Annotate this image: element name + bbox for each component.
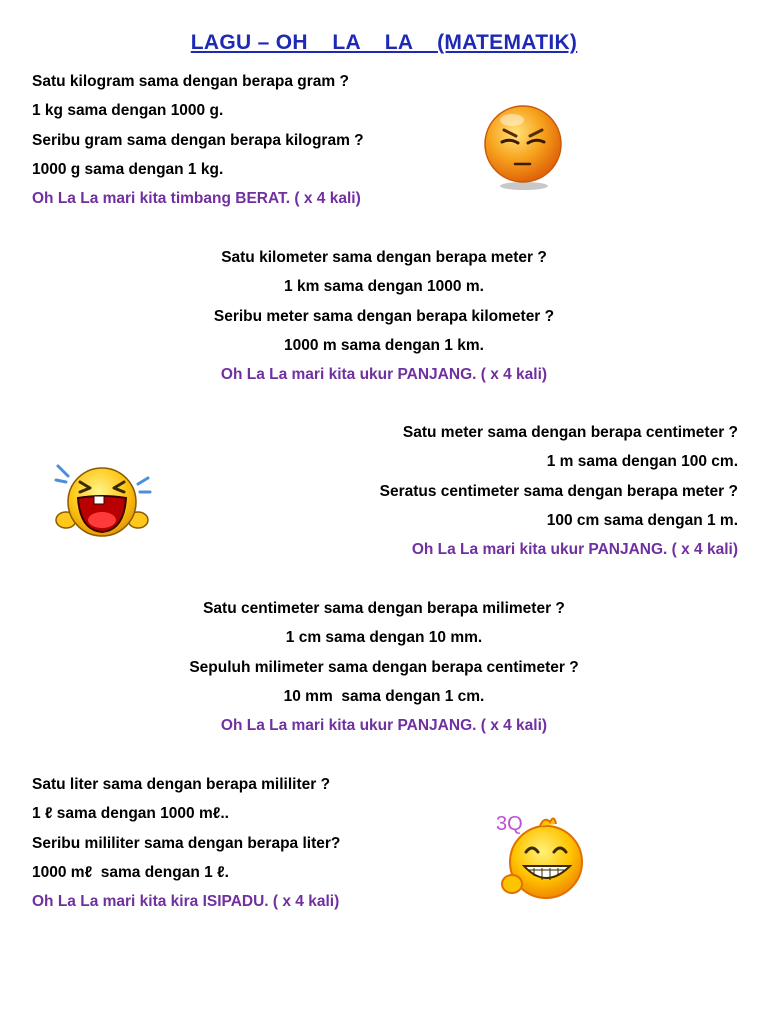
verse-line: 10 mm sama dengan 1 cm. xyxy=(283,687,485,705)
verse-chorus: Oh La La mari kita kira ISIPADU. ( x 4 kali) xyxy=(32,893,340,911)
verse-line: 1 km sama dengan 1000 m. xyxy=(284,278,484,296)
verse-line: Seribu gram sama dengan berapa kilogram ? xyxy=(32,131,364,149)
verse-line: 1 m sama dengan 100 cm. xyxy=(546,453,738,471)
verse-kilometer xyxy=(0,243,768,389)
verse-line: 1000 g sama dengan 1 kg. xyxy=(32,160,224,178)
verse-line: Satu centimeter sama dengan berapa milimeter ? xyxy=(203,600,565,617)
verse-line: Seribu mililiter sama dengan berapa liter? xyxy=(32,834,341,852)
verse-line: Satu kilometer sama dengan berapa meter ? xyxy=(221,249,547,266)
song-title: LAGU – OH LA LA (MATEMATIK) xyxy=(190,31,578,54)
verse-line: Satu kilogram sama dengan berapa gram ? xyxy=(32,73,349,90)
verse-liter xyxy=(32,770,340,916)
thank-you-face-icon xyxy=(494,808,590,904)
verse-line: 1000 m sama dengan 1 km. xyxy=(284,336,484,354)
verse-line: 1 kg sama dengan 1000 g. xyxy=(32,102,224,120)
verse-chorus: Oh La La mari kita ukur PANJANG. ( x 4 kali) xyxy=(411,541,738,559)
verse-chorus: Oh La La mari kita timbang BERAT. ( x 4 kali) xyxy=(32,190,361,208)
verse-line: Seratus centimeter sama dengan berapa meter ? xyxy=(379,482,738,500)
verse-line: 1 ℓ sama dengan 1000 mℓ.. xyxy=(32,805,229,823)
verse-chorus: Oh La La mari kita ukur PANJANG. ( x 4 kali) xyxy=(220,366,548,384)
thankyou-text: 3Q xyxy=(496,813,523,835)
verse-meter xyxy=(380,418,738,564)
verse-centimeter xyxy=(0,594,768,740)
verse-line: 1 cm sama dengan 10 mm. xyxy=(285,629,483,647)
verse-weight xyxy=(32,67,364,213)
verse-chorus: Oh La La mari kita ukur PANJANG. ( x 4 kali) xyxy=(220,717,548,735)
verse-line: Sepuluh milimeter sama dengan berapa centimeter ? xyxy=(189,658,579,676)
verse-line: Seribu meter sama dengan berapa kilometer ? xyxy=(213,307,555,325)
squinting-face-icon xyxy=(482,100,566,192)
verse-line: 1000 mℓ sama dengan 1 ℓ. xyxy=(32,863,229,881)
laughing-face-icon xyxy=(52,458,156,540)
verse-line: Satu meter sama dengan berapa centimeter ? xyxy=(402,424,738,441)
verse-line: 100 cm sama dengan 1 m. xyxy=(546,511,738,529)
verse-line: Satu liter sama dengan berapa mililiter ? xyxy=(32,776,331,793)
